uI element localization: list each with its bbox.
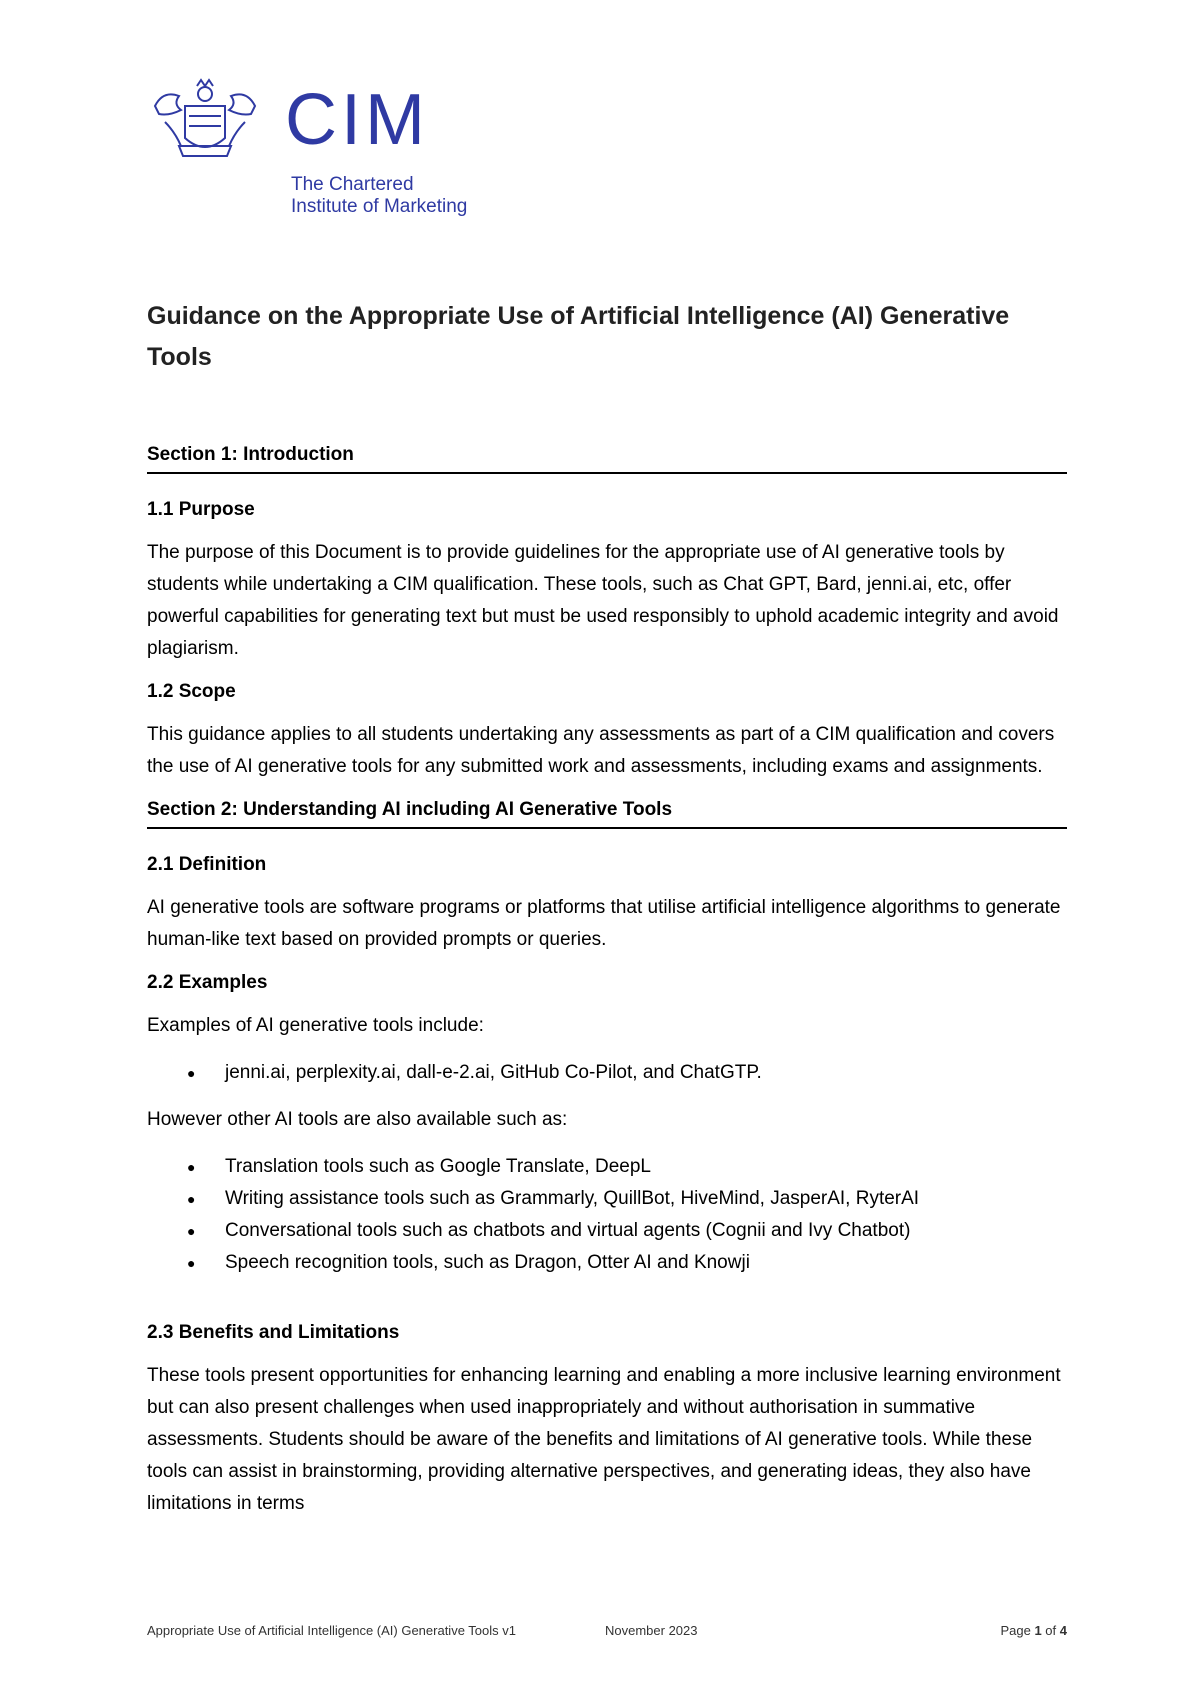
examples-intro: Examples of AI generative tools include: bbox=[147, 1015, 484, 1036]
footer-document-name: Appropriate Use of Artificial Intelligence (AI) Generative Tools v1 bbox=[147, 1623, 516, 1638]
benefits-paragraph: These tools present opportunities for enhancing learning and enabling a more inclusive learning environment but can also present challenges when used inappropriately and without authorisation in summative assessments. Students should be aware of the benefits and limitations of AI generative tools. While these tools can assist in brainstorming, providing alternative perspectives, and generating ideas, they also have limitations in terms bbox=[147, 1365, 1061, 1514]
footer-page-number bbox=[1000, 1623, 1067, 1639]
list-item: ● Writing assistance tools such as Grammarly, QuillBot, HiveMind, JasperAI, RyterAI bbox=[147, 1183, 1067, 1215]
document-title: Guidance on the Appropriate Use of Artificial Intelligence (AI) Generative Tools bbox=[147, 302, 1010, 371]
other-tools-intro: However other AI tools are also available such as: bbox=[147, 1109, 568, 1130]
page-word: Page bbox=[1000, 1623, 1031, 1638]
coat-of-arms-icon bbox=[145, 76, 265, 168]
subsection-2-3-heading: 2.3 Benefits and Limitations bbox=[147, 1322, 400, 1343]
cim-wordmark: CIM bbox=[285, 80, 429, 160]
section-2-heading: Section 2: Understanding AI including AI Generative Tools bbox=[147, 798, 1067, 829]
subsection-2-2-heading: 2.2 Examples bbox=[147, 972, 268, 993]
subsection-2-1-heading: 2.1 Definition bbox=[147, 854, 267, 875]
list-item: ● Speech recognition tools, such as Dragon, Otter AI and Knowji bbox=[147, 1247, 1067, 1279]
list-item: ● Conversational tools such as chatbots and virtual agents (Cognii and Ivy Chatbot) bbox=[147, 1215, 1067, 1247]
footer-date: November 2023 bbox=[605, 1623, 698, 1638]
cim-tagline bbox=[291, 174, 551, 218]
total-pages: 4 bbox=[1059, 1623, 1067, 1638]
purpose-paragraph: The purpose of this Document is to provide guidelines for the appropriate use of AI generative tools by students while undertaking a CIM qualification. These tools, such as Chat GPT, Bard, jenni.ai, etc, offer powerful capabilities for generating text but must be used responsibly to uphold academic integrity and avoid plagiarism. bbox=[147, 542, 1059, 659]
list-item: ● jenni.ai, perplexity.ai, dall-e-2.ai, GitHub Co-Pilot, and ChatGTP. bbox=[147, 1057, 1067, 1089]
of-word: of bbox=[1045, 1623, 1057, 1638]
tagline-line-2: Institute of Marketing bbox=[291, 196, 468, 217]
subsection-1-2-heading: 1.2 Scope bbox=[147, 681, 236, 702]
list-item: ● Translation tools such as Google Translate, DeepL bbox=[147, 1151, 1067, 1183]
other-tools-list bbox=[147, 1151, 1067, 1279]
examples-list bbox=[147, 1057, 1067, 1089]
current-page: 1 bbox=[1034, 1623, 1042, 1638]
document-body bbox=[147, 443, 1067, 1520]
section-1-heading: Section 1: Introduction bbox=[147, 443, 1067, 474]
definition-paragraph: AI generative tools are software programs or platforms that utilise artificial intelligence algorithms to generate human-like text based on provided prompts or queries. bbox=[147, 897, 1061, 950]
tagline-line-1: The Chartered bbox=[291, 174, 414, 195]
subsection-1-1-heading: 1.1 Purpose bbox=[147, 499, 255, 520]
scope-paragraph: This guidance applies to all students undertaking any assessments as part of a CIM qualification and covers the use of AI generative tools for any submitted work and assessments, including exams and assignments. bbox=[147, 724, 1055, 777]
